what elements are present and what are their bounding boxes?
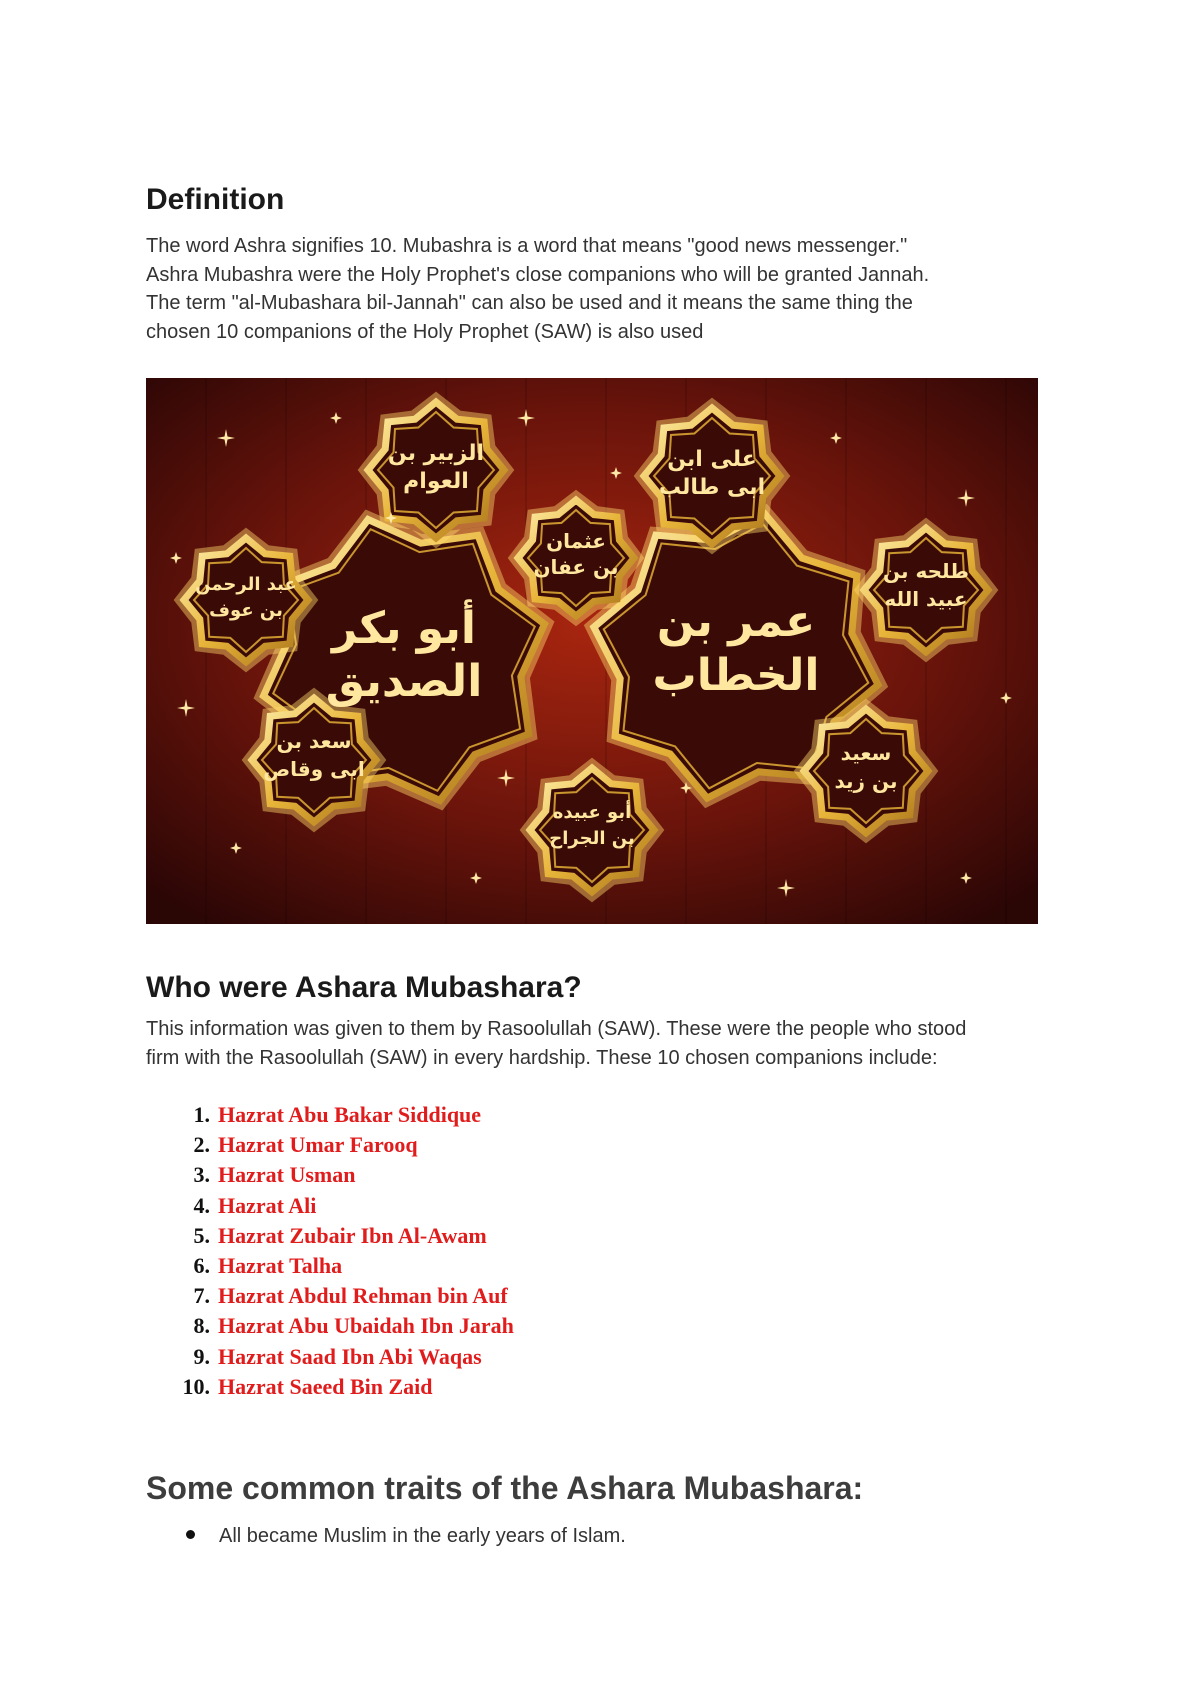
list-item (146, 1191, 514, 1221)
label-saeed: سعيد (840, 741, 892, 765)
companion-name: Hazrat Saad Ibn Abi Waqas (218, 1343, 482, 1369)
definition-line: Ashra Mubashra were the Holy Prophet's close companions who will be granted Jannah. (146, 263, 930, 286)
label-zubair: العوام (403, 469, 469, 494)
list-number: 1. (193, 1102, 210, 1127)
companion-name: Hazrat Abdul Rehman bin Auf (218, 1283, 508, 1309)
definition-line: The term "al-Mubashara bil-Jannah" can also be used and it means the same thing the (146, 292, 913, 314)
label-usman: بن عفان (533, 555, 619, 579)
label-saad: سعد بن (276, 729, 352, 753)
traits-heading: Some common traits of the Ashara Mubashara: (146, 1470, 864, 1506)
label-abu-ubaidah: بن الجراح (549, 828, 635, 849)
list-number: 10. (182, 1373, 210, 1399)
companions-list (146, 1100, 514, 1402)
companion-name: Hazrat Usman (218, 1162, 356, 1188)
ashara-mubashara-banner-image (146, 378, 1038, 924)
label-abu-bakr: الصديق (325, 656, 483, 707)
who-line: firm with the Rasoolullah (SAW) in every hardship. These 10 chosen companions include: (146, 1047, 938, 1069)
companion-name: Hazrat Talha (218, 1252, 343, 1278)
list-item (146, 1100, 514, 1130)
label-ali: ابى طالب (658, 475, 766, 500)
label-zubair: الزبير بن (387, 441, 485, 466)
list-number: 6. (193, 1252, 210, 1278)
label-umar: الخطاب (652, 650, 820, 701)
label-abu-ubaidah: أبو عبيده (552, 802, 632, 823)
label-saeed: بن زيد (834, 769, 898, 793)
definition-line: The word Ashra signifies 10. Mubashra is a word that means "good news messenger." (146, 235, 908, 257)
companion-name: Hazrat Zubair Ibn Al-Awam (218, 1222, 487, 1248)
companion-name: Hazrat Abu Bakar Siddique (218, 1102, 482, 1127)
list-number: 7. (193, 1283, 210, 1309)
label-umar: عمر بن (656, 596, 816, 647)
list-item (146, 1160, 514, 1190)
companion-name: Hazrat Abu Ubaidah Ibn Jarah (218, 1313, 514, 1339)
trait-text: All became Muslim in the early years of Islam. (219, 1525, 626, 1547)
list-number: 3. (193, 1162, 210, 1188)
list-item (146, 1251, 514, 1281)
list-item (146, 1522, 626, 1550)
definition-line: chosen 10 companions of the Holy Prophet (SAW) is also used (146, 320, 704, 343)
definition-heading: Definition (146, 183, 285, 216)
list-item (146, 1130, 514, 1160)
label-saad: ابى وقاص (263, 757, 365, 781)
companion-name: Hazrat Ali (218, 1192, 317, 1218)
label-usman: عثمان (546, 529, 606, 553)
list-number: 9. (193, 1343, 210, 1369)
label-abu-bakr: أبو بكر (332, 603, 476, 654)
list-number: 2. (193, 1132, 210, 1158)
list-item (146, 1281, 514, 1311)
list-item (146, 1342, 514, 1372)
definition-paragraph (146, 232, 1096, 346)
bullet-icon (186, 1530, 195, 1539)
label-abdurrahman: عبد الرحمن (195, 574, 297, 595)
traits-list (146, 1522, 626, 1550)
list-item (146, 1372, 514, 1402)
list-item (146, 1311, 514, 1341)
label-talha: عبيد الله (884, 587, 968, 611)
label-abdurrahman: بن عوف (209, 600, 283, 621)
list-number: 5. (193, 1222, 210, 1248)
label-ali: على ابن (667, 447, 757, 472)
label-talha: طلحه بن (882, 559, 970, 583)
who-heading: Who were Ashara Mubashara? (146, 971, 582, 1004)
who-line: This information was given to them by Rasoolullah (SAW). These were the people who stood (146, 1018, 967, 1040)
list-number: 8. (193, 1313, 210, 1339)
list-number: 4. (193, 1192, 210, 1218)
companion-name: Hazrat Saeed Bin Zaid (218, 1373, 433, 1399)
who-paragraph (146, 1015, 1096, 1073)
list-item (146, 1221, 514, 1251)
companion-name: Hazrat Umar Farooq (218, 1132, 418, 1158)
